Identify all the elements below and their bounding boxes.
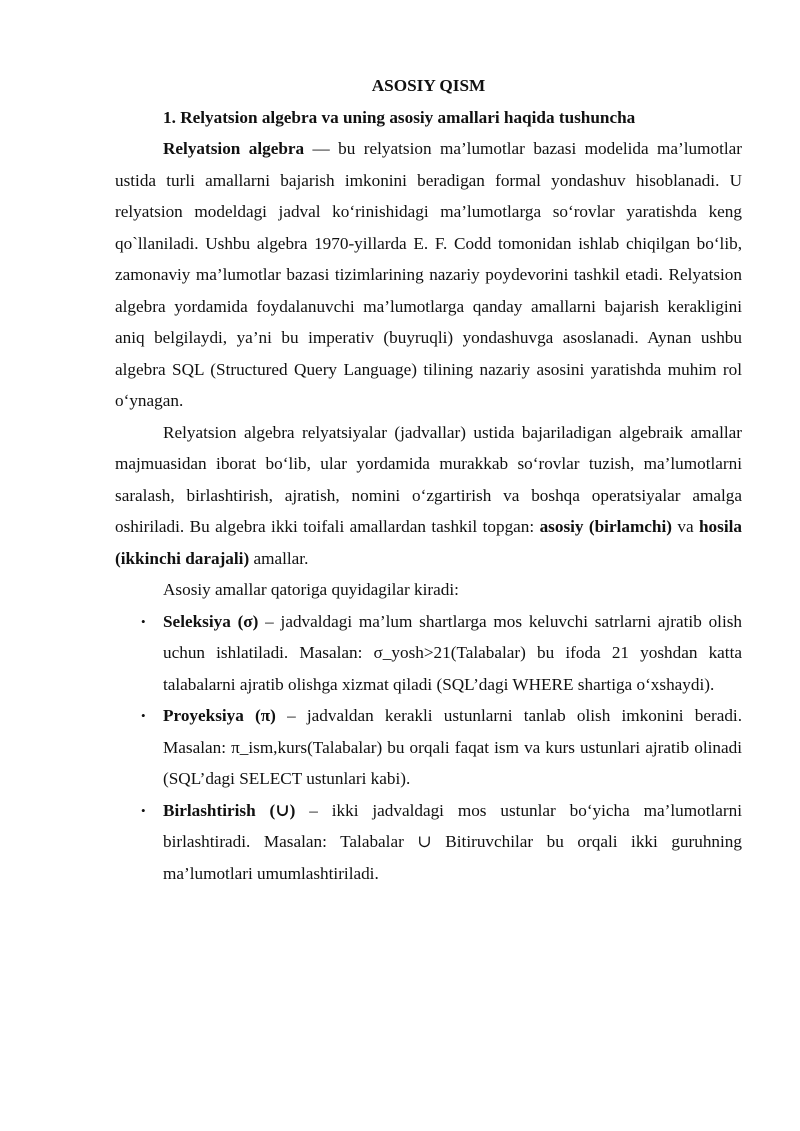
page-content (115, 70, 742, 889)
list-item-text: – jadvaldan kerakli ustunlarni tanlab olish imkonini beradi. Masalan: π_ism,kurs(Talabalar) bu orqali faqat ism va kurs ustunlari ajratib olinadi (SQL’dagi SELECT ustunlari kabi). (163, 706, 742, 788)
bullet-icon: • (141, 708, 146, 723)
term-relyatsion-algebra: Relyatsion algebra (163, 139, 305, 158)
paragraph-operations-overview (115, 417, 742, 575)
term-hosila: hosila (ikkinchi darajali) (115, 517, 742, 568)
list-item-proyeksiya (115, 700, 742, 795)
paragraph-overview-text: Relyatsion algebra relyatsiyalar (jadvallar) ustida bajariladigan algebraik amallar majmuasidan iborat bo‘lib, ular yordamida murakkab so‘rovlar tuzish, ma’lumotlarni saralash, birlashtirish, ajratish, nomini o‘zgartirish va boshqa operatsiyalar amalga oshiriladi. Bu algebra ikki toifali amallardan tashkil topgan: (115, 422, 742, 536)
conjunction-text: va (671, 517, 699, 536)
bullet-icon: • (141, 802, 146, 818)
paragraph-list-intro: Asosiy amallar qatoriga quyidagilar kiradi: (163, 580, 459, 599)
operations-list (115, 606, 742, 890)
list-item-birlashtirish (115, 795, 742, 890)
paragraph-definition-text: — bu relyatsion ma’lumotlar bazasi modelida ma’lumotlar ustida turli amallarni bajarish imkonini beradigan formal yondashuv hisoblanadi. U relyatsion modeldagi jadval ko‘rinishidagi ma’lumotlarga so‘rovlar yaratishda keng qo`llaniladi. Ushbu algebra 1970-yillarda E. F. Codd tomonidan ishlab chiqilgan bo‘lib, zamonaviy ma’lumotlar bazasi tizimlarining nazariy poydevorini tashkil etadi. Relyatsion algebra yordamida foydalanuvchi ma’lumotlarga qanday amallarni bajarish kerakligini aniq belgilaydi, ya’ni bu imperativ (buyruqli) yondashuvga asoslanadi. Aynan ushbu algebra SQL (Structured Query Language) tilining nazariy asosini yaratishda muhim rol o‘ynagan. (115, 139, 743, 410)
paragraph-definition (115, 133, 742, 417)
list-item-text: – ikki jadvaldagi mos ustunlar bo‘yicha ma’lumotlarni birlashtiradi. Masalan: Talabalar ∪ Bitiruvchilar bu orqali ikki guruhning ma’lumotlari umumlashtiriladi. (163, 800, 742, 883)
term-birlashtirish: Birlashtirish (∪) (163, 800, 296, 820)
list-item-seleksiya (115, 606, 742, 701)
term-proyeksiya: Proyeksiya (π) (163, 706, 276, 725)
section-heading: ASOSIY QISM (371, 76, 486, 95)
term-seleksiya: Seleksiya (σ) (163, 611, 259, 631)
subsection-heading: 1. Relyatsion algebra va uning asosiy amallari haqida tushuncha (163, 107, 636, 127)
paragraph-overview-end: amallar. (249, 548, 309, 568)
bullet-icon: • (141, 613, 146, 629)
term-asosiy: asosiy (birlamchi) (539, 517, 672, 536)
list-item-text: – jadvaldagi ma’lum shartlarga mos keluvchi satrlarni ajratib olish uchun ishlatiladi. Masalan: σ_yosh>21(Talabalar) bu ifoda 21 yoshdan katta talabalarni ajratib olishga xizmat qiladi (SQL’dagi WHERE shartiga o‘xshaydi). (163, 611, 742, 694)
